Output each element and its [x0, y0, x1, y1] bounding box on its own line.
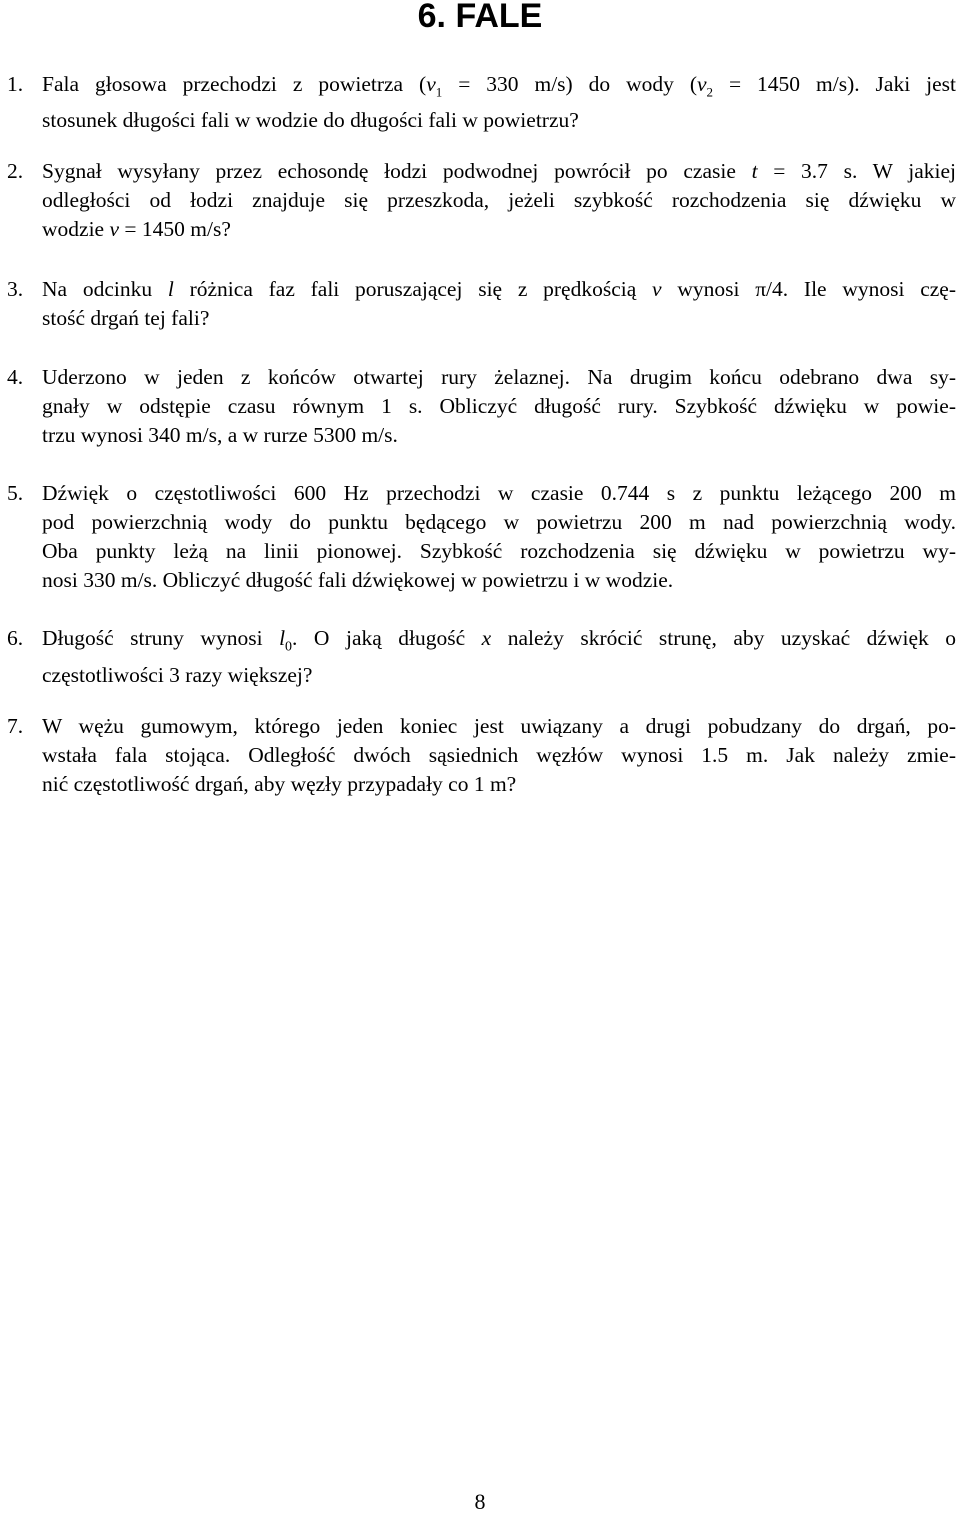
problem-text: [42, 363, 956, 450]
problem-number: 5.: [7, 481, 24, 505]
problem-number: 4.: [7, 365, 24, 389]
text-line: Fala głosowa przechodzi z powietrza ($v_1 = 330$ m/s) do wody ($v_2 = 1450$ m/s). Jaki jest: [42, 72, 956, 100]
text-line: częstotliwości 3 razy większej?: [42, 663, 313, 688]
text-line: odległości od łodzi znajduje się przeszkoda, jeżeli szybkość rozchodzenia się dźwięku w: [42, 188, 956, 212]
text-line: Na odcinku l różnica faz fali poruszającej się z prędkością v wynosi π/4. Ile wynosi czę-: [42, 277, 956, 301]
page-title: 6. FALE: [417, 0, 543, 35]
text-line: Sygnał wysyłany przez echosondę łodzi podwodnej powrócił po czasie t = 3.7 s. W jakiej: [42, 159, 957, 183]
problem-text: [42, 624, 956, 690]
text-line: pod powierzchnią wody do punktu będącego w powietrzu 200 m nad powierzchnią wody.: [42, 510, 956, 534]
problem-number: 6.: [7, 626, 24, 650]
text-line: wodzie v = 1450 m/s?: [42, 217, 231, 241]
text-line: trzu wynosi 340 m/s, a w rurze 5300 m/s.: [42, 423, 398, 447]
text-line: gnały w odstępie czasu równym 1 s. Obliczyć długość rury. Szybkość dźwięku w powie-: [42, 394, 956, 418]
text-line: Uderzono w jeden z końców otwartej rury żelaznej. Na drugim końcu odebrano dwa sy-: [42, 365, 956, 389]
text-line: nić częstotliwość drgań, aby węzły przypadały co 1 m?: [42, 772, 517, 796]
text-line: Oba punkty leżą na linii pionowej. Szybkość rozchodzenia się dźwięku w powietrzu wy-: [42, 539, 956, 563]
text-line: nosi 330 m/s. Obliczyć długość fali dźwiękowej w powietrzu i w wodzie.: [42, 568, 674, 592]
text-line: Dźwięk o częstotliwości 600 Hz przechodzi w czasie 0.744 s z punktu leżącego 200 m: [42, 481, 956, 505]
problem-number: 7.: [7, 714, 24, 738]
problem-text: [42, 712, 956, 799]
problem-text: [42, 157, 956, 244]
text-line: W wężu gumowym, którego jeden koniec jest uwiązany a drugi pobudzany do drgań, po-: [42, 714, 956, 738]
problem-text: [42, 479, 956, 595]
problem-text: [42, 70, 956, 135]
page-number: 8: [474, 1489, 486, 1514]
text-line: Długość struny wynosi $l_0$. O jaką długość x należy skrócić strunę, aby uzyskać dźwięk o: [42, 626, 957, 655]
problem-number: 2.: [7, 159, 24, 183]
problem-number: 3.: [7, 277, 24, 301]
problem-number: 1.: [7, 72, 24, 96]
text-line: stosunek długości fali w wodzie do długości fali w powietrzu?: [42, 108, 579, 133]
text-line: stość drgań tej fali?: [42, 306, 210, 330]
text-line: wstała fala stojąca. Odległość dwóch sąsiednich węzłów wynosi 1.5 m. Jak należy zmie-: [42, 743, 956, 767]
problem-text: [42, 275, 956, 333]
